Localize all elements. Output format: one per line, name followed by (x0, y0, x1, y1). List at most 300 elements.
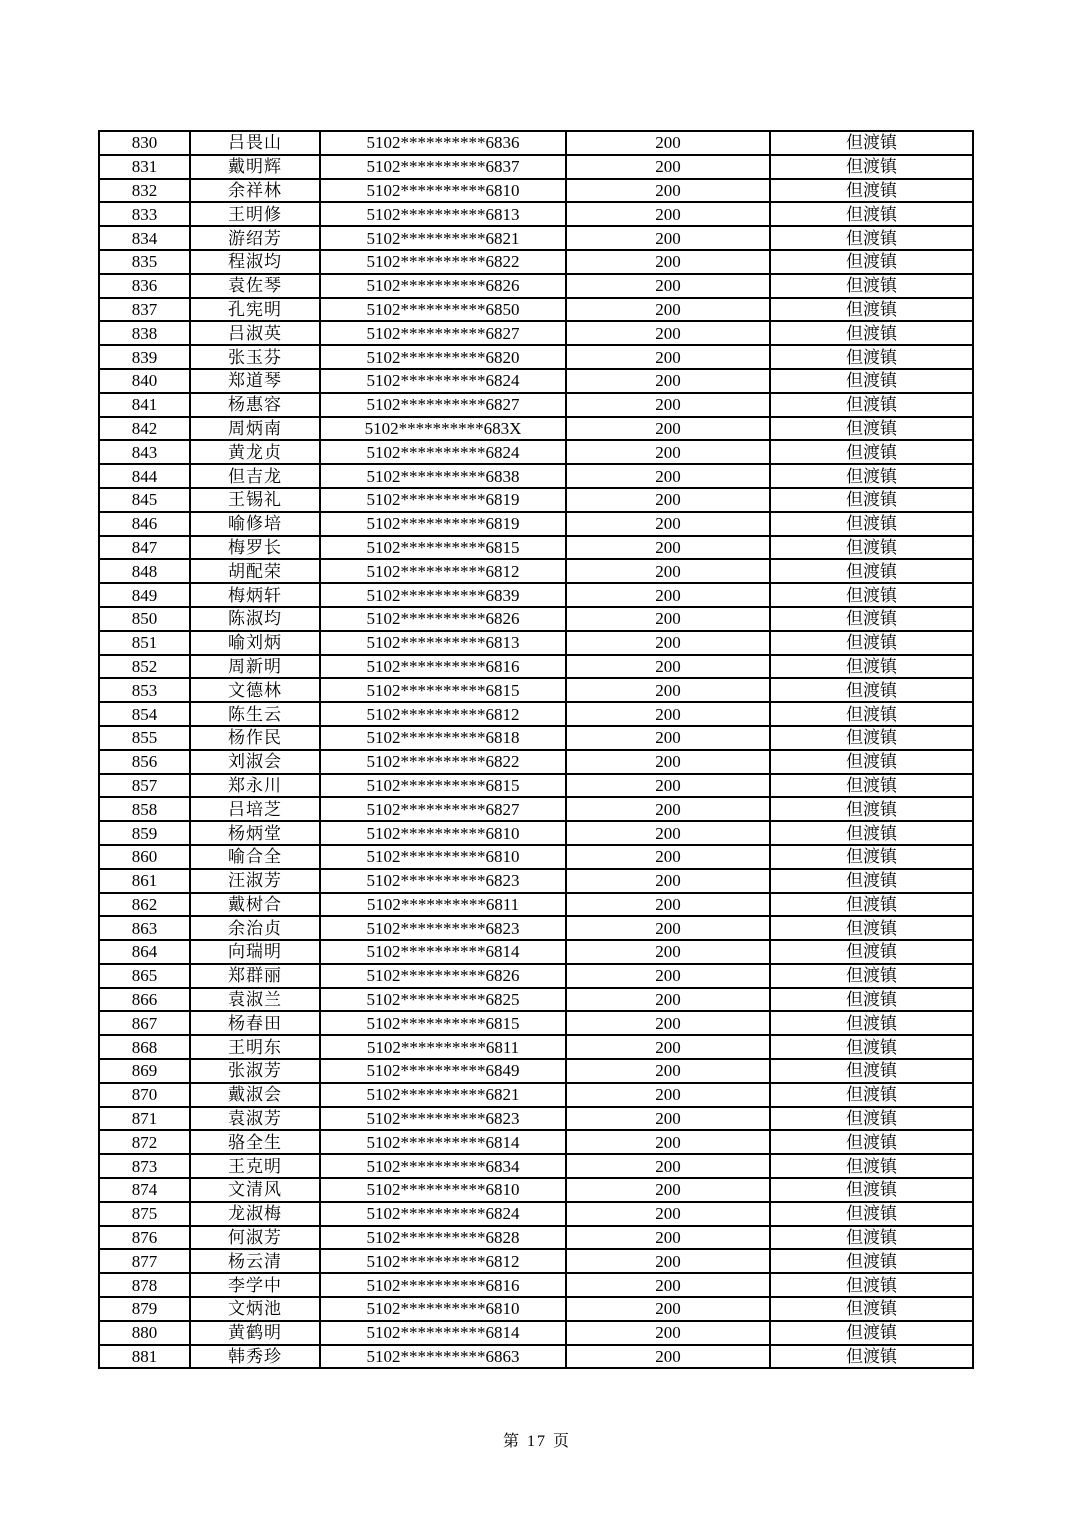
cell-person-name: 周新明 (190, 655, 320, 679)
cell-town: 但渡镇 (770, 1202, 973, 1226)
table-row (99, 964, 973, 988)
cell-amount: 200 (566, 893, 770, 917)
cell-amount: 200 (566, 393, 770, 417)
cell-amount: 200 (566, 417, 770, 441)
cell-person-name: 但吉龙 (190, 464, 320, 488)
cell-town: 但渡镇 (770, 559, 973, 583)
cell-id-masked: 5102**********6813 (320, 202, 566, 226)
cell-id-masked: 5102**********6850 (320, 298, 566, 322)
cell-person-name: 戴淑会 (190, 1083, 320, 1107)
table-row (99, 512, 973, 536)
cell-id-masked: 5102**********6812 (320, 559, 566, 583)
cell-town: 但渡镇 (770, 1345, 973, 1369)
cell-person-name: 文清风 (190, 1178, 320, 1202)
beneficiary-table (98, 130, 974, 1369)
cell-id-masked: 5102**********6834 (320, 1154, 566, 1178)
cell-row-number: 860 (99, 845, 190, 869)
cell-person-name: 戴明辉 (190, 155, 320, 179)
cell-id-masked: 5102**********6815 (320, 774, 566, 798)
cell-amount: 200 (566, 512, 770, 536)
cell-town: 但渡镇 (770, 1321, 973, 1345)
cell-row-number: 859 (99, 821, 190, 845)
cell-amount: 200 (566, 226, 770, 250)
cell-id-masked: 5102**********6818 (320, 726, 566, 750)
cell-person-name: 余治贞 (190, 916, 320, 940)
cell-row-number: 850 (99, 607, 190, 631)
cell-id-masked: 5102**********6810 (320, 1178, 566, 1202)
cell-row-number: 881 (99, 1345, 190, 1369)
cell-row-number: 840 (99, 369, 190, 393)
cell-person-name: 韩秀珍 (190, 1345, 320, 1369)
cell-row-number: 848 (99, 559, 190, 583)
cell-person-name: 余祥林 (190, 179, 320, 203)
cell-person-name: 骆全生 (190, 1130, 320, 1154)
cell-row-number: 875 (99, 1202, 190, 1226)
table-row (99, 202, 973, 226)
cell-amount: 200 (566, 655, 770, 679)
table-row (99, 583, 973, 607)
cell-amount: 200 (566, 179, 770, 203)
table-row (99, 1297, 973, 1321)
cell-id-masked: 5102**********6823 (320, 916, 566, 940)
cell-id-masked: 5102**********6811 (320, 893, 566, 917)
table-row (99, 702, 973, 726)
cell-town: 但渡镇 (770, 916, 973, 940)
cell-person-name: 戴树合 (190, 893, 320, 917)
cell-row-number: 846 (99, 512, 190, 536)
cell-id-masked: 5102**********6823 (320, 1107, 566, 1131)
cell-amount: 200 (566, 464, 770, 488)
cell-amount: 200 (566, 702, 770, 726)
table-row (99, 988, 973, 1012)
cell-id-masked: 5102**********6849 (320, 1059, 566, 1083)
cell-town: 但渡镇 (770, 607, 973, 631)
cell-person-name: 吕畏山 (190, 131, 320, 155)
table-row (99, 845, 973, 869)
cell-person-name: 郑群丽 (190, 964, 320, 988)
cell-amount: 200 (566, 559, 770, 583)
table-row (99, 369, 973, 393)
cell-id-masked: 5102**********6820 (320, 345, 566, 369)
table-row (99, 631, 973, 655)
cell-person-name: 何淑芳 (190, 1226, 320, 1250)
cell-id-masked: 5102**********6819 (320, 512, 566, 536)
cell-id-masked: 5102**********6823 (320, 869, 566, 893)
cell-row-number: 870 (99, 1083, 190, 1107)
cell-row-number: 830 (99, 131, 190, 155)
cell-person-name: 文德林 (190, 678, 320, 702)
cell-person-name: 刘淑会 (190, 750, 320, 774)
cell-row-number: 844 (99, 464, 190, 488)
cell-amount: 200 (566, 845, 770, 869)
cell-row-number: 880 (99, 1321, 190, 1345)
cell-person-name: 张淑芳 (190, 1059, 320, 1083)
cell-amount: 200 (566, 1249, 770, 1273)
cell-id-masked: 5102**********6815 (320, 678, 566, 702)
cell-town: 但渡镇 (770, 869, 973, 893)
cell-amount: 200 (566, 1273, 770, 1297)
table-row (99, 559, 973, 583)
cell-person-name: 王克明 (190, 1154, 320, 1178)
cell-person-name: 袁佐琴 (190, 274, 320, 298)
cell-amount: 200 (566, 440, 770, 464)
cell-row-number: 867 (99, 1011, 190, 1035)
table-row (99, 393, 973, 417)
table-row (99, 1249, 973, 1273)
table-row (99, 655, 973, 679)
cell-amount: 200 (566, 678, 770, 702)
cell-id-masked: 5102**********6863 (320, 1345, 566, 1369)
cell-town: 但渡镇 (770, 202, 973, 226)
cell-id-masked: 5102**********6810 (320, 845, 566, 869)
cell-person-name: 喻刘炳 (190, 631, 320, 655)
cell-amount: 200 (566, 1130, 770, 1154)
table-row (99, 1226, 973, 1250)
cell-id-masked: 5102**********6825 (320, 988, 566, 1012)
cell-town: 但渡镇 (770, 797, 973, 821)
cell-id-masked: 5102**********6827 (320, 797, 566, 821)
cell-id-masked: 5102**********6813 (320, 631, 566, 655)
table-row (99, 1083, 973, 1107)
cell-id-masked: 5102**********6812 (320, 702, 566, 726)
cell-town: 但渡镇 (770, 1297, 973, 1321)
cell-town: 但渡镇 (770, 1178, 973, 1202)
table-row (99, 131, 973, 155)
cell-amount: 200 (566, 345, 770, 369)
table-row (99, 226, 973, 250)
cell-town: 但渡镇 (770, 655, 973, 679)
cell-town: 但渡镇 (770, 893, 973, 917)
cell-person-name: 陈生云 (190, 702, 320, 726)
page-number-label: 第 17 页 (502, 1433, 571, 1450)
cell-person-name: 王明修 (190, 202, 320, 226)
cell-id-masked: 5102**********6821 (320, 226, 566, 250)
cell-row-number: 878 (99, 1273, 190, 1297)
cell-row-number: 841 (99, 393, 190, 417)
cell-town: 但渡镇 (770, 345, 973, 369)
table-row (99, 321, 973, 345)
cell-person-name: 杨作民 (190, 726, 320, 750)
cell-row-number: 854 (99, 702, 190, 726)
cell-amount: 200 (566, 1059, 770, 1083)
table-row (99, 678, 973, 702)
cell-person-name: 梅罗长 (190, 536, 320, 560)
cell-id-masked: 5102**********6838 (320, 464, 566, 488)
table-row (99, 1202, 973, 1226)
cell-town: 但渡镇 (770, 631, 973, 655)
table-row (99, 1178, 973, 1202)
table-row (99, 1059, 973, 1083)
cell-town: 但渡镇 (770, 964, 973, 988)
table-row (99, 821, 973, 845)
cell-id-masked: 5102**********683X (320, 417, 566, 441)
cell-amount: 200 (566, 1107, 770, 1131)
cell-amount: 200 (566, 488, 770, 512)
cell-person-name: 王锡礼 (190, 488, 320, 512)
cell-town: 但渡镇 (770, 488, 973, 512)
cell-row-number: 849 (99, 583, 190, 607)
table-row (99, 1154, 973, 1178)
cell-amount: 200 (566, 774, 770, 798)
cell-person-name: 程淑均 (190, 250, 320, 274)
cell-id-masked: 5102**********6810 (320, 821, 566, 845)
cell-amount: 200 (566, 940, 770, 964)
cell-id-masked: 5102**********6811 (320, 1035, 566, 1059)
cell-id-masked: 5102**********6837 (320, 155, 566, 179)
cell-town: 但渡镇 (770, 1249, 973, 1273)
cell-id-masked: 5102**********6814 (320, 940, 566, 964)
cell-amount: 200 (566, 1154, 770, 1178)
cell-amount: 200 (566, 607, 770, 631)
cell-person-name: 郑永川 (190, 774, 320, 798)
cell-town: 但渡镇 (770, 1154, 973, 1178)
cell-person-name: 杨云清 (190, 1249, 320, 1273)
cell-row-number: 876 (99, 1226, 190, 1250)
cell-person-name: 杨春田 (190, 1011, 320, 1035)
cell-id-masked: 5102**********6812 (320, 1249, 566, 1273)
cell-row-number: 863 (99, 916, 190, 940)
cell-row-number: 855 (99, 726, 190, 750)
cell-person-name: 袁淑芳 (190, 1107, 320, 1131)
cell-row-number: 864 (99, 940, 190, 964)
cell-town: 但渡镇 (770, 1107, 973, 1131)
cell-row-number: 836 (99, 274, 190, 298)
cell-town: 但渡镇 (770, 512, 973, 536)
table-row (99, 1011, 973, 1035)
cell-amount: 200 (566, 1345, 770, 1369)
cell-person-name: 游绍芳 (190, 226, 320, 250)
cell-row-number: 845 (99, 488, 190, 512)
cell-town: 但渡镇 (770, 464, 973, 488)
cell-town: 但渡镇 (770, 1011, 973, 1035)
cell-town: 但渡镇 (770, 274, 973, 298)
cell-town: 但渡镇 (770, 1035, 973, 1059)
cell-amount: 200 (566, 536, 770, 560)
table-row (99, 893, 973, 917)
cell-amount: 200 (566, 1321, 770, 1345)
table-row (99, 155, 973, 179)
cell-town: 但渡镇 (770, 988, 973, 1012)
cell-id-masked: 5102**********6839 (320, 583, 566, 607)
cell-person-name: 黄鹤明 (190, 1321, 320, 1345)
cell-town: 但渡镇 (770, 1059, 973, 1083)
table-row (99, 797, 973, 821)
cell-person-name: 吕淑英 (190, 321, 320, 345)
cell-row-number: 872 (99, 1130, 190, 1154)
cell-id-masked: 5102**********6836 (320, 131, 566, 155)
cell-amount: 200 (566, 274, 770, 298)
cell-row-number: 839 (99, 345, 190, 369)
cell-person-name: 王明东 (190, 1035, 320, 1059)
table-row (99, 440, 973, 464)
cell-row-number: 857 (99, 774, 190, 798)
cell-person-name: 周炳南 (190, 417, 320, 441)
cell-town: 但渡镇 (770, 1130, 973, 1154)
cell-person-name: 喻修培 (190, 512, 320, 536)
table-row (99, 345, 973, 369)
table-row (99, 1273, 973, 1297)
cell-amount: 200 (566, 321, 770, 345)
table-row (99, 488, 973, 512)
cell-town: 但渡镇 (770, 226, 973, 250)
cell-row-number: 832 (99, 179, 190, 203)
cell-id-masked: 5102**********6824 (320, 440, 566, 464)
cell-id-masked: 5102**********6821 (320, 1083, 566, 1107)
cell-id-masked: 5102**********6814 (320, 1130, 566, 1154)
cell-row-number: 879 (99, 1297, 190, 1321)
cell-town: 但渡镇 (770, 702, 973, 726)
table-row (99, 869, 973, 893)
table-row (99, 1321, 973, 1345)
cell-town: 但渡镇 (770, 1083, 973, 1107)
cell-person-name: 喻合全 (190, 845, 320, 869)
cell-town: 但渡镇 (770, 845, 973, 869)
cell-id-masked: 5102**********6822 (320, 250, 566, 274)
cell-amount: 200 (566, 155, 770, 179)
cell-amount: 200 (566, 369, 770, 393)
cell-town: 但渡镇 (770, 726, 973, 750)
cell-amount: 200 (566, 202, 770, 226)
cell-id-masked: 5102**********6816 (320, 1273, 566, 1297)
cell-row-number: 856 (99, 750, 190, 774)
cell-amount: 200 (566, 726, 770, 750)
cell-id-masked: 5102**********6814 (320, 1321, 566, 1345)
cell-amount: 200 (566, 916, 770, 940)
cell-town: 但渡镇 (770, 440, 973, 464)
cell-person-name: 孔宪明 (190, 298, 320, 322)
cell-row-number: 835 (99, 250, 190, 274)
cell-row-number: 834 (99, 226, 190, 250)
cell-person-name: 梅炳轩 (190, 583, 320, 607)
cell-row-number: 869 (99, 1059, 190, 1083)
cell-amount: 200 (566, 1011, 770, 1035)
table-row (99, 940, 973, 964)
cell-row-number: 852 (99, 655, 190, 679)
cell-row-number: 833 (99, 202, 190, 226)
cell-row-number: 866 (99, 988, 190, 1012)
cell-id-masked: 5102**********6827 (320, 321, 566, 345)
cell-person-name: 胡配荣 (190, 559, 320, 583)
cell-id-masked: 5102**********6824 (320, 1202, 566, 1226)
cell-id-masked: 5102**********6822 (320, 750, 566, 774)
cell-amount: 200 (566, 583, 770, 607)
cell-id-masked: 5102**********6826 (320, 964, 566, 988)
cell-row-number: 843 (99, 440, 190, 464)
cell-town: 但渡镇 (770, 583, 973, 607)
table-row (99, 417, 973, 441)
cell-town: 但渡镇 (770, 393, 973, 417)
cell-town: 但渡镇 (770, 1273, 973, 1297)
cell-id-masked: 5102**********6826 (320, 274, 566, 298)
cell-amount: 200 (566, 298, 770, 322)
cell-id-masked: 5102**********6824 (320, 369, 566, 393)
cell-row-number: 865 (99, 964, 190, 988)
cell-town: 但渡镇 (770, 155, 973, 179)
cell-town: 但渡镇 (770, 750, 973, 774)
cell-person-name: 黄龙贞 (190, 440, 320, 464)
cell-id-masked: 5102**********6827 (320, 393, 566, 417)
cell-town: 但渡镇 (770, 417, 973, 441)
cell-person-name: 文炳池 (190, 1297, 320, 1321)
cell-id-masked: 5102**********6826 (320, 607, 566, 631)
table-row (99, 1107, 973, 1131)
cell-amount: 200 (566, 797, 770, 821)
cell-id-masked: 5102**********6810 (320, 1297, 566, 1321)
cell-amount: 200 (566, 821, 770, 845)
cell-amount: 200 (566, 869, 770, 893)
cell-row-number: 868 (99, 1035, 190, 1059)
cell-id-masked: 5102**********6815 (320, 1011, 566, 1035)
cell-row-number: 837 (99, 298, 190, 322)
cell-id-masked: 5102**********6810 (320, 179, 566, 203)
cell-id-masked: 5102**********6819 (320, 488, 566, 512)
table-row (99, 1130, 973, 1154)
cell-row-number: 847 (99, 536, 190, 560)
table-row (99, 750, 973, 774)
cell-town: 但渡镇 (770, 1226, 973, 1250)
cell-person-name: 陈淑均 (190, 607, 320, 631)
cell-row-number: 861 (99, 869, 190, 893)
table-row (99, 1035, 973, 1059)
cell-id-masked: 5102**********6815 (320, 536, 566, 560)
cell-row-number: 831 (99, 155, 190, 179)
cell-town: 但渡镇 (770, 536, 973, 560)
cell-amount: 200 (566, 1297, 770, 1321)
table-row (99, 916, 973, 940)
cell-person-name: 吕培芝 (190, 797, 320, 821)
cell-row-number: 877 (99, 1249, 190, 1273)
cell-row-number: 858 (99, 797, 190, 821)
cell-row-number: 853 (99, 678, 190, 702)
table-row (99, 274, 973, 298)
table-row (99, 250, 973, 274)
table-row (99, 536, 973, 560)
table-row (99, 607, 973, 631)
table-row (99, 464, 973, 488)
cell-row-number: 874 (99, 1178, 190, 1202)
cell-person-name: 向瑞明 (190, 940, 320, 964)
cell-town: 但渡镇 (770, 774, 973, 798)
cell-person-name: 张玉芬 (190, 345, 320, 369)
cell-amount: 200 (566, 750, 770, 774)
table-row (99, 179, 973, 203)
cell-amount: 200 (566, 631, 770, 655)
cell-row-number: 842 (99, 417, 190, 441)
cell-town: 但渡镇 (770, 369, 973, 393)
cell-amount: 200 (566, 1202, 770, 1226)
cell-amount: 200 (566, 1226, 770, 1250)
cell-town: 但渡镇 (770, 321, 973, 345)
cell-town: 但渡镇 (770, 131, 973, 155)
cell-amount: 200 (566, 1178, 770, 1202)
cell-person-name: 杨惠容 (190, 393, 320, 417)
cell-amount: 200 (566, 131, 770, 155)
cell-amount: 200 (566, 988, 770, 1012)
cell-row-number: 838 (99, 321, 190, 345)
cell-town: 但渡镇 (770, 298, 973, 322)
cell-person-name: 郑道琴 (190, 369, 320, 393)
cell-town: 但渡镇 (770, 678, 973, 702)
cell-town: 但渡镇 (770, 821, 973, 845)
cell-town: 但渡镇 (770, 250, 973, 274)
table-row (99, 774, 973, 798)
cell-person-name: 杨炳堂 (190, 821, 320, 845)
cell-amount: 200 (566, 1083, 770, 1107)
cell-row-number: 851 (99, 631, 190, 655)
cell-row-number: 873 (99, 1154, 190, 1178)
cell-id-masked: 5102**********6816 (320, 655, 566, 679)
cell-town: 但渡镇 (770, 940, 973, 964)
